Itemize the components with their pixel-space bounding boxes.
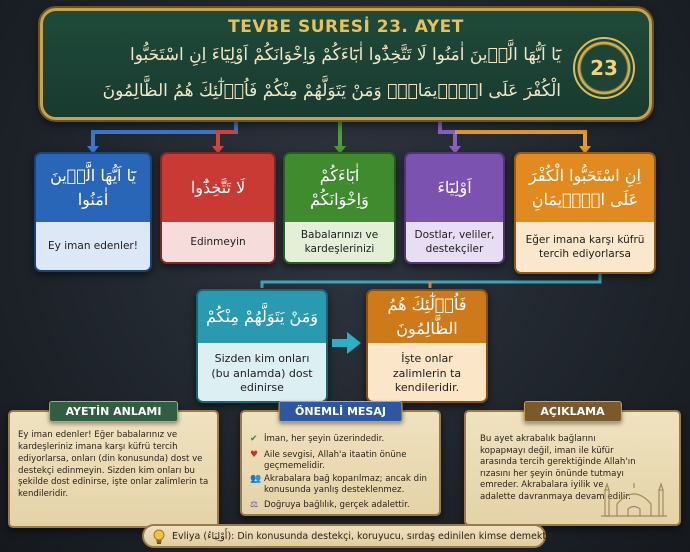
word-card-men-yetevellehum bbox=[196, 289, 328, 403]
word-card-zalimler bbox=[366, 289, 488, 403]
message-text: Aile sevgisi, Allah'a itaatin önüne geçmemelidir. bbox=[264, 450, 407, 472]
arabic-verse-line-2: الْكُفْرَ عَلَى الْا۪يمَانِۜ وَمَنْ يَتَوَلَّهُمْ مِنْكُمْ فَاُو۬لٰٓئِكَ هُمُ الظَّالِمُونَ bbox=[102, 81, 561, 101]
verse-header bbox=[40, 8, 652, 120]
panel-title: AÇIKLAMA bbox=[523, 401, 621, 422]
card-arabic: اِنِ اسْتَحَبُّوا الْكُفْرَ عَلَى الْا۪يمَانِ bbox=[529, 166, 641, 209]
word-card-istehabbu bbox=[514, 152, 656, 274]
card-meaning: İşte onlar zalimlerin ta kendileridir. bbox=[368, 343, 486, 403]
message-text: İman, her şeyin üzerindedir. bbox=[264, 434, 385, 444]
word-card-babalariniz bbox=[283, 152, 396, 264]
connector-blue bbox=[93, 120, 236, 150]
panel-title: ÖNEMLİ MESAJ bbox=[278, 401, 403, 422]
verse-meaning-panel bbox=[8, 405, 219, 528]
card-meaning: Eğer imana karşı küfrü tercih ediyorlarsa bbox=[516, 222, 654, 272]
word-card-ey-iman-edenler bbox=[34, 152, 152, 272]
panel-title: AYETİN ANLAMI bbox=[49, 401, 179, 422]
card-arabic: اٰبَٓاءَكُمْ وَاِخْوَانَكُمْ bbox=[310, 166, 369, 209]
lightbulb-icon bbox=[150, 528, 168, 546]
card-arabic: لَا تَتَّخِذُٓوا bbox=[190, 178, 246, 197]
card-arabic: يَٓا اَيُّهَا الَّذ۪ينَ اٰمَنُوا bbox=[50, 166, 136, 209]
card-meaning: Dostlar, veliler, destekçiler bbox=[406, 222, 503, 262]
message-item bbox=[250, 450, 438, 472]
scales-icon: ⚖ bbox=[250, 500, 259, 510]
mosque-icon bbox=[599, 480, 669, 518]
verse-number-badge: 23 bbox=[573, 37, 635, 99]
card-arabic: فَاُو۬لٰٓئِكَ هُمُ الظَّالِمُونَ bbox=[387, 295, 467, 338]
people-icon: 👥 bbox=[250, 474, 262, 484]
message-item bbox=[250, 474, 438, 496]
word-card-edinmeyin bbox=[160, 152, 276, 264]
connector-purple bbox=[440, 120, 455, 150]
word-card-evliya bbox=[404, 152, 505, 264]
message-item bbox=[250, 500, 438, 512]
heart-icon: ♥ bbox=[250, 450, 259, 460]
arabic-verse-line-1: يَٓا اَيُّهَا الَّذ۪ينَ اٰمَنُوا لَا تَتَّخِذُٓوا اٰبَٓاءَكُمْ وَاِخْوَانَكُمْ اَوْلِيَٓاءَ اِنِ اسْتَحَبُّوا bbox=[130, 45, 561, 65]
verse-title: TEVBE SURESİ 23. AYET bbox=[228, 17, 464, 37]
explanation-text: Bu ayet akrabalık bağlarını kopармayı değil, iman ile küfür arasında tercih gerektiğinde Allah'ın rızasını her şeyin önünde tutmayı emreder. Akrabalara iyilik ve adalette davranmaya devam edilir. bbox=[480, 434, 636, 502]
important-message-panel bbox=[240, 405, 441, 516]
card-arabic: وَمَنْ يَتَوَلَّهُمْ مِنْكُمْ bbox=[206, 307, 318, 326]
card-meaning: Sizden kim onları (bu anlamda) dost edinirse bbox=[198, 343, 326, 403]
flow-arrow-icon bbox=[332, 330, 362, 356]
verse-meaning-text: Ey iman edenler! Eğer babalarınız ve kardeşleriniz imana karşı küfrü tercih ediyorlarsa, onları (din konusunda) dost ve destekçi edinmeyin. Sizden kim onları bu şekilde dost edinirse, işte onlar zalimlerin ta kendileridir. bbox=[18, 430, 209, 500]
message-text: Akrabalara bağ koparılmaz; ancak din konusunda yanlış desteklenmez. bbox=[264, 474, 427, 496]
card-arabic: اَوْلِيَٓاءَ bbox=[437, 178, 472, 197]
message-item bbox=[250, 434, 438, 446]
message-text: Doğruya bağlılık, gerçek adalettir. bbox=[264, 500, 410, 510]
connector-orange bbox=[455, 132, 585, 150]
card-meaning: Babalarınızı ve kardeşlerinizi bbox=[285, 222, 394, 262]
footer-definition bbox=[142, 524, 555, 548]
card-meaning: Edinmeyin bbox=[162, 222, 274, 262]
explanation-panel bbox=[464, 405, 681, 526]
card-meaning: Ey iman edenler! bbox=[36, 222, 150, 270]
footer-text: Evliya (أَوْلِيَاءُ): Din konusunda destekçi, koruyucu, sırdaş edinilen kimse demektir. bbox=[172, 530, 555, 542]
shield-check-icon: ✔ bbox=[250, 434, 258, 444]
